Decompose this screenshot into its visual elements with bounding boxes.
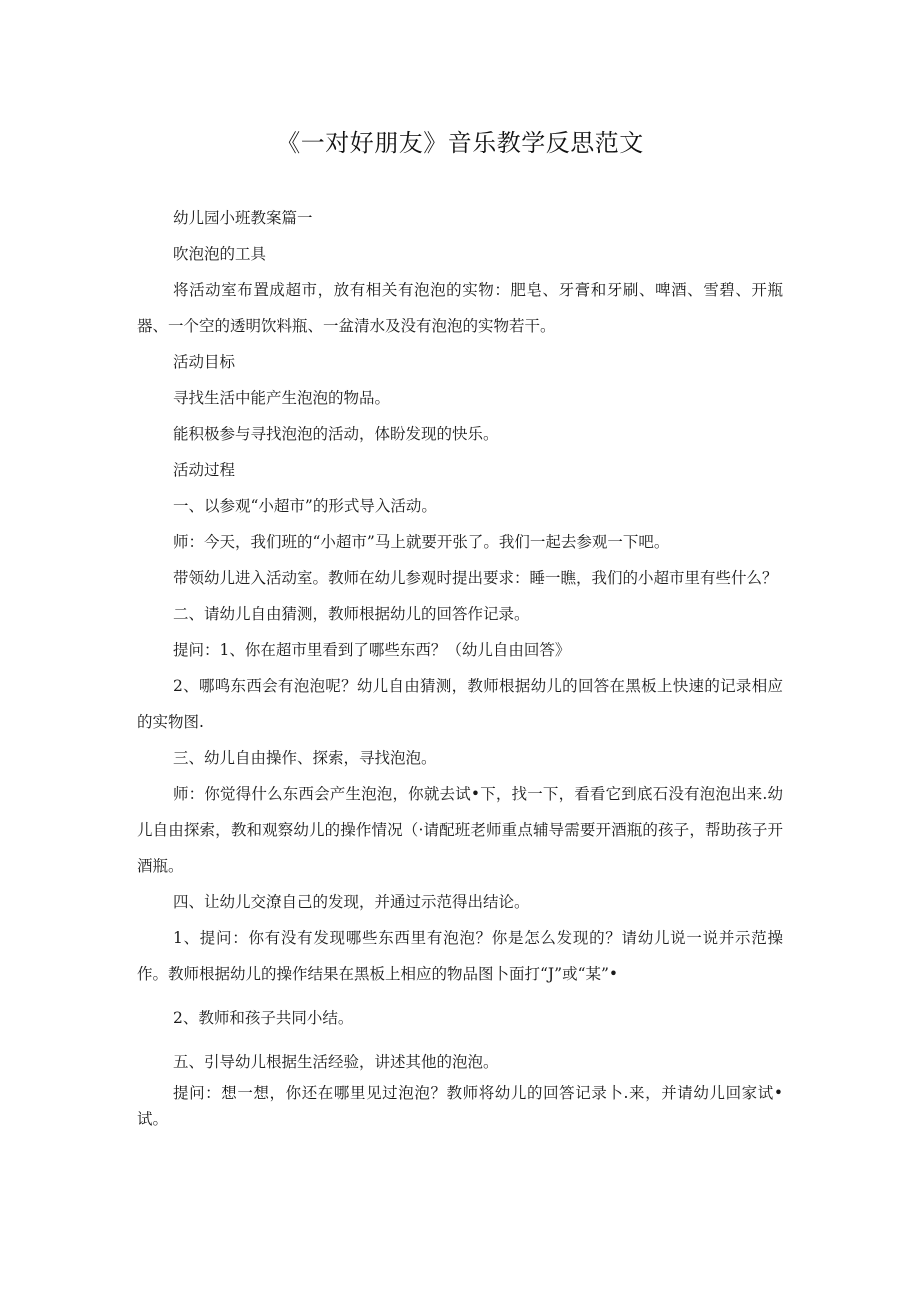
paragraph-goals-heading: 活动目标: [173, 353, 236, 371]
paragraph-goal-1: 寻找生活中能产生泡泡的物品。: [173, 389, 391, 407]
paragraph-goal-2: 能积极参与寻找泡泡的活动，体盼发现的快乐。: [173, 425, 499, 443]
paragraph-step-1-teacher: 师：今天，我们班的“小超市”马上就要开张了。我们一起去参观一下吧。: [173, 533, 670, 551]
paragraph-step-2-question-2: 2、哪鸣东西会有泡泡呢？幼儿自由猜测，教师根据幼儿的回答在黑板上快速的记录相应的实物图.: [137, 677, 783, 731]
paragraph-process-heading: 活动过程: [173, 461, 236, 479]
paragraph-step-3: 三、幼儿自由操作、探索，寻找泡泡。: [173, 749, 437, 767]
paragraph-lesson-heading: 幼儿园小班教案篇一: [173, 209, 313, 227]
paragraph-step-5-question: 提问：想一想，你还在哪里见过泡泡？教师将幼儿的回答记录卜.来，并请幼儿回家试•试。: [137, 1084, 783, 1128]
paragraph-step-1: 一、以参观“小超市”的形式导入活动。: [173, 497, 437, 515]
paragraph-step-4-summary: 2、教师和孩子共同小结。: [173, 1009, 354, 1027]
paragraph-step-4-question-1: 1、提问：你有没有发现哪些东西里有泡泡？你是怎么发现的？请幼儿说一说并示范操作。教师根据幼儿的操作结果在黑板上相应的物品图卜面打“J”或“某”•: [137, 929, 783, 983]
paragraph-step-4: 四、让幼儿交潦自己的发现，并通过示范得出结论。: [173, 893, 530, 911]
document-body: [137, 200, 783, 1132]
document-title: 《一对好朋友》音乐教学反思范文: [276, 129, 644, 157]
paragraph-step-1-lead: 带领幼儿进入活动室。教师在幼儿参观时提出要求：睡一瞧，我们的小超市里有些什么？: [173, 569, 778, 587]
paragraph-step-3-teacher: 师：你觉得什么东西会产生泡泡，你就去试•下，找一下，看看它到底石没有泡泡出来.幼儿自由探索，教和观察幼儿的操作情况（·请配班老师重点辅导需要开酒瓶的孩子，帮助孩子开酒瓶。: [137, 785, 783, 875]
paragraph-step-2-question-1: 提问：1、你在超市里看到了哪些东西？（幼儿自由回答》: [173, 641, 571, 659]
paragraph-step-2: 二、请幼儿自由猜测，教师根据幼儿的回答作记录。: [173, 605, 530, 623]
paragraph-tools-heading: 吹泡泡的工具: [173, 245, 267, 263]
paragraph-setup: 将活动室布置成超市，放有相关有泡泡的实物：肥皂、牙膏和牙刷、啤酒、雪碧、开瓶器、一个空的透明饮料瓶、一盆清水及没有泡泡的实物若干。: [137, 281, 783, 335]
paragraph-step-5: 五、引导幼儿根据生活经验，讲述其他的泡泡。: [173, 1053, 499, 1071]
